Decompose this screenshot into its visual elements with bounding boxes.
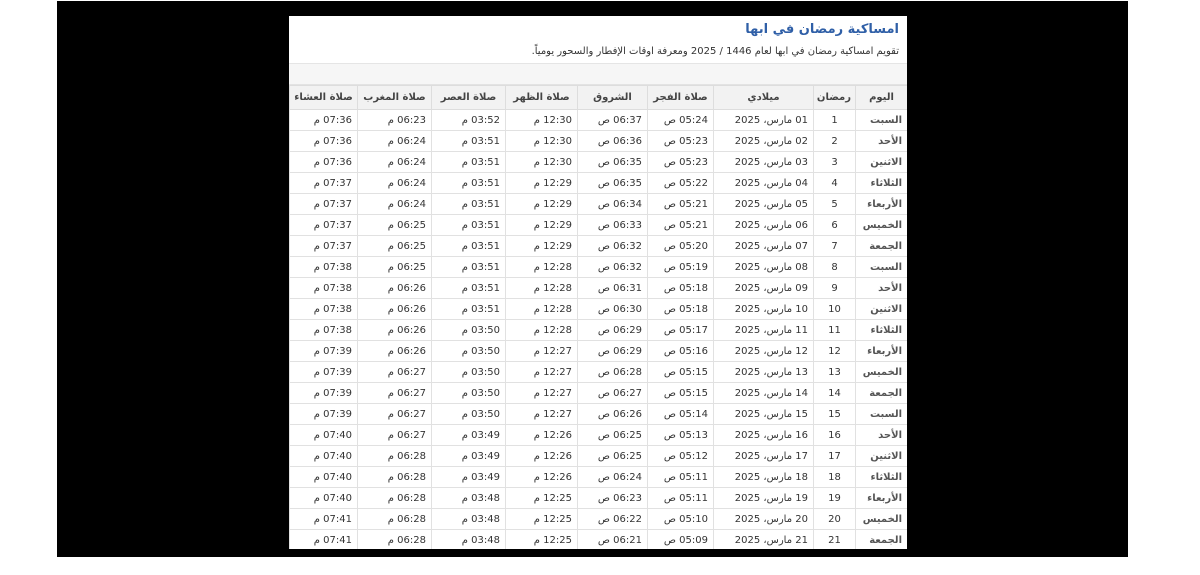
gregorian-date-cell: 10 مارس، 2025 (714, 299, 814, 320)
asr-time-cell: 03:48 م (432, 509, 506, 530)
column-header-day: اليوم (856, 86, 908, 110)
sunrise-time-cell: 06:32 ص (578, 257, 648, 278)
dhuhr-time-cell: 12:25 م (506, 530, 578, 550)
asr-time-cell: 03:50 م (432, 320, 506, 341)
column-header-isha: صلاة العشاء (290, 86, 358, 110)
asr-time-cell: 03:50 م (432, 404, 506, 425)
maghrib-time-cell: 06:27 م (358, 425, 432, 446)
day-cell: الأحد (856, 425, 908, 446)
gregorian-date-cell: 15 مارس، 2025 (714, 404, 814, 425)
column-header-gregorian: ميلادي (714, 86, 814, 110)
table-row (290, 404, 908, 425)
asr-time-cell: 03:51 م (432, 278, 506, 299)
ramadan-day-cell: 7 (814, 236, 856, 257)
sunrise-time-cell: 06:30 ص (578, 299, 648, 320)
ramadan-day-cell: 14 (814, 383, 856, 404)
column-header-maghrib: صلاة المغرب (358, 86, 432, 110)
asr-time-cell: 03:48 م (432, 488, 506, 509)
gregorian-date-cell: 12 مارس، 2025 (714, 341, 814, 362)
day-cell: الثلاثاء (856, 173, 908, 194)
asr-time-cell: 03:50 م (432, 362, 506, 383)
asr-time-cell: 03:51 م (432, 173, 506, 194)
day-cell: الجمعة (856, 530, 908, 550)
isha-time-cell: 07:40 م (290, 467, 358, 488)
content-panel (289, 16, 907, 549)
asr-time-cell: 03:50 م (432, 383, 506, 404)
dhuhr-time-cell: 12:29 م (506, 194, 578, 215)
maghrib-time-cell: 06:25 م (358, 215, 432, 236)
gregorian-date-cell: 04 مارس، 2025 (714, 173, 814, 194)
isha-time-cell: 07:39 م (290, 341, 358, 362)
ramadan-day-cell: 20 (814, 509, 856, 530)
fajr-time-cell: 05:22 ص (648, 173, 714, 194)
gregorian-date-cell: 05 مارس، 2025 (714, 194, 814, 215)
day-cell: الاثنين (856, 152, 908, 173)
column-header-sunrise: الشروق (578, 86, 648, 110)
ramadan-day-cell: 5 (814, 194, 856, 215)
maghrib-time-cell: 06:25 م (358, 236, 432, 257)
day-cell: الأربعاء (856, 341, 908, 362)
isha-time-cell: 07:39 م (290, 383, 358, 404)
fajr-time-cell: 05:20 ص (648, 236, 714, 257)
table-row (290, 299, 908, 320)
day-cell: الاثنين (856, 446, 908, 467)
isha-time-cell: 07:40 م (290, 446, 358, 467)
isha-time-cell: 07:37 م (290, 194, 358, 215)
asr-time-cell: 03:51 م (432, 257, 506, 278)
dhuhr-time-cell: 12:25 م (506, 488, 578, 509)
gregorian-date-cell: 13 مارس، 2025 (714, 362, 814, 383)
dhuhr-time-cell: 12:30 م (506, 152, 578, 173)
maghrib-time-cell: 06:26 م (358, 299, 432, 320)
dhuhr-time-cell: 12:28 م (506, 299, 578, 320)
ramadan-day-cell: 6 (814, 215, 856, 236)
table-row (290, 257, 908, 278)
fajr-time-cell: 05:16 ص (648, 341, 714, 362)
table-row (290, 425, 908, 446)
isha-time-cell: 07:36 م (290, 152, 358, 173)
ramadan-day-cell: 17 (814, 446, 856, 467)
table-row (290, 173, 908, 194)
day-cell: الخميس (856, 362, 908, 383)
sunrise-time-cell: 06:35 ص (578, 173, 648, 194)
table-row (290, 131, 908, 152)
dhuhr-time-cell: 12:27 م (506, 404, 578, 425)
table-row (290, 530, 908, 550)
ramadan-day-cell: 2 (814, 131, 856, 152)
dhuhr-time-cell: 12:28 م (506, 320, 578, 341)
day-cell: الأحد (856, 131, 908, 152)
day-cell: السبت (856, 404, 908, 425)
table-row (290, 509, 908, 530)
maghrib-time-cell: 06:28 م (358, 467, 432, 488)
asr-time-cell: 03:48 م (432, 530, 506, 550)
ramadan-day-cell: 15 (814, 404, 856, 425)
day-cell: السبت (856, 257, 908, 278)
table-row (290, 467, 908, 488)
dhuhr-time-cell: 12:29 م (506, 215, 578, 236)
sunrise-time-cell: 06:29 ص (578, 341, 648, 362)
fajr-time-cell: 05:18 ص (648, 299, 714, 320)
column-header-ramadan: رمضان (814, 86, 856, 110)
maghrib-time-cell: 06:24 م (358, 152, 432, 173)
table-row (290, 194, 908, 215)
asr-time-cell: 03:51 م (432, 152, 506, 173)
ramadan-day-cell: 10 (814, 299, 856, 320)
ramadan-day-cell: 13 (814, 362, 856, 383)
fajr-time-cell: 05:11 ص (648, 467, 714, 488)
day-cell: الثلاثاء (856, 320, 908, 341)
fajr-time-cell: 05:21 ص (648, 194, 714, 215)
ramadan-day-cell: 12 (814, 341, 856, 362)
maghrib-time-cell: 06:24 م (358, 131, 432, 152)
gregorian-date-cell: 19 مارس، 2025 (714, 488, 814, 509)
isha-time-cell: 07:37 م (290, 215, 358, 236)
day-cell: الثلاثاء (856, 467, 908, 488)
sunrise-time-cell: 06:36 ص (578, 131, 648, 152)
dhuhr-time-cell: 12:26 م (506, 467, 578, 488)
dhuhr-time-cell: 12:27 م (506, 362, 578, 383)
maghrib-time-cell: 06:28 م (358, 446, 432, 467)
day-cell: الأحد (856, 278, 908, 299)
maghrib-time-cell: 06:24 م (358, 194, 432, 215)
page-header (289, 16, 907, 64)
sunrise-time-cell: 06:32 ص (578, 236, 648, 257)
gregorian-date-cell: 03 مارس، 2025 (714, 152, 814, 173)
fajr-time-cell: 05:23 ص (648, 152, 714, 173)
isha-time-cell: 07:37 م (290, 236, 358, 257)
isha-time-cell: 07:39 م (290, 404, 358, 425)
sunrise-time-cell: 06:22 ص (578, 509, 648, 530)
gregorian-date-cell: 14 مارس، 2025 (714, 383, 814, 404)
ad-spacer (289, 64, 907, 85)
fajr-time-cell: 05:10 ص (648, 509, 714, 530)
ramadan-day-cell: 3 (814, 152, 856, 173)
dhuhr-time-cell: 12:30 م (506, 110, 578, 131)
day-cell: الخميس (856, 215, 908, 236)
sunrise-time-cell: 06:27 ص (578, 383, 648, 404)
ramadan-day-cell: 9 (814, 278, 856, 299)
gregorian-date-cell: 17 مارس، 2025 (714, 446, 814, 467)
ramadan-day-cell: 11 (814, 320, 856, 341)
maghrib-time-cell: 06:25 م (358, 257, 432, 278)
dhuhr-time-cell: 12:28 م (506, 257, 578, 278)
page-title: امساكية رمضان في ابها (745, 22, 899, 37)
fajr-time-cell: 05:13 ص (648, 425, 714, 446)
table-row (290, 362, 908, 383)
dhuhr-time-cell: 12:27 م (506, 383, 578, 404)
column-header-dhuhr: صلاة الظهر (506, 86, 578, 110)
ramadan-day-cell: 1 (814, 110, 856, 131)
ramadan-day-cell: 19 (814, 488, 856, 509)
asr-time-cell: 03:50 م (432, 341, 506, 362)
asr-time-cell: 03:51 م (432, 236, 506, 257)
gregorian-date-cell: 02 مارس، 2025 (714, 131, 814, 152)
screen-frame (57, 1, 1128, 557)
asr-time-cell: 03:51 م (432, 194, 506, 215)
fajr-time-cell: 05:19 ص (648, 257, 714, 278)
table-row (290, 383, 908, 404)
gregorian-date-cell: 06 مارس، 2025 (714, 215, 814, 236)
fajr-time-cell: 05:11 ص (648, 488, 714, 509)
maghrib-time-cell: 06:27 م (358, 404, 432, 425)
column-header-fajr: صلاة الفجر (648, 86, 714, 110)
table-row (290, 110, 908, 131)
maghrib-time-cell: 06:28 م (358, 530, 432, 550)
maghrib-time-cell: 06:23 م (358, 110, 432, 131)
fajr-time-cell: 05:15 ص (648, 362, 714, 383)
gregorian-date-cell: 08 مارس، 2025 (714, 257, 814, 278)
page-description: تقويم امساكية رمضان في ابها لعام 1446 / 2025 ومعرفة اوقات الإفطار والسحور يومياً. (531, 46, 899, 57)
table-row (290, 320, 908, 341)
table-header-row (290, 86, 908, 110)
sunrise-time-cell: 06:29 ص (578, 320, 648, 341)
asr-time-cell: 03:51 م (432, 299, 506, 320)
fajr-time-cell: 05:21 ص (648, 215, 714, 236)
dhuhr-time-cell: 12:27 م (506, 341, 578, 362)
maghrib-time-cell: 06:26 م (358, 320, 432, 341)
ramadan-day-cell: 18 (814, 467, 856, 488)
table-row (290, 341, 908, 362)
day-cell: الاثنين (856, 299, 908, 320)
column-header-asr: صلاة العصر (432, 86, 506, 110)
sunrise-time-cell: 06:37 ص (578, 110, 648, 131)
dhuhr-time-cell: 12:30 م (506, 131, 578, 152)
sunrise-time-cell: 06:24 ص (578, 467, 648, 488)
gregorian-date-cell: 21 مارس، 2025 (714, 530, 814, 550)
ramadan-day-cell: 8 (814, 257, 856, 278)
asr-time-cell: 03:49 م (432, 446, 506, 467)
gregorian-date-cell: 11 مارس، 2025 (714, 320, 814, 341)
fajr-time-cell: 05:14 ص (648, 404, 714, 425)
gregorian-date-cell: 16 مارس، 2025 (714, 425, 814, 446)
fajr-time-cell: 05:18 ص (648, 278, 714, 299)
gregorian-date-cell: 01 مارس، 2025 (714, 110, 814, 131)
fajr-time-cell: 05:09 ص (648, 530, 714, 550)
table-row (290, 446, 908, 467)
maghrib-time-cell: 06:26 م (358, 341, 432, 362)
dhuhr-time-cell: 12:25 م (506, 509, 578, 530)
maghrib-time-cell: 06:26 م (358, 278, 432, 299)
asr-time-cell: 03:52 م (432, 110, 506, 131)
day-cell: الأربعاء (856, 194, 908, 215)
gregorian-date-cell: 18 مارس، 2025 (714, 467, 814, 488)
table-row (290, 488, 908, 509)
isha-time-cell: 07:38 م (290, 278, 358, 299)
dhuhr-time-cell: 12:26 م (506, 425, 578, 446)
asr-time-cell: 03:49 م (432, 467, 506, 488)
isha-time-cell: 07:38 م (290, 257, 358, 278)
gregorian-date-cell: 09 مارس، 2025 (714, 278, 814, 299)
fajr-time-cell: 05:12 ص (648, 446, 714, 467)
sunrise-time-cell: 06:33 ص (578, 215, 648, 236)
dhuhr-time-cell: 12:29 م (506, 173, 578, 194)
day-cell: الجمعة (856, 236, 908, 257)
isha-time-cell: 07:38 م (290, 299, 358, 320)
maghrib-time-cell: 06:24 م (358, 173, 432, 194)
day-cell: السبت (856, 110, 908, 131)
fajr-time-cell: 05:24 ص (648, 110, 714, 131)
sunrise-time-cell: 06:23 ص (578, 488, 648, 509)
fajr-time-cell: 05:23 ص (648, 131, 714, 152)
ramadan-day-cell: 21 (814, 530, 856, 550)
isha-time-cell: 07:36 م (290, 131, 358, 152)
maghrib-time-cell: 06:28 م (358, 488, 432, 509)
fajr-time-cell: 05:15 ص (648, 383, 714, 404)
gregorian-date-cell: 20 مارس، 2025 (714, 509, 814, 530)
asr-time-cell: 03:49 م (432, 425, 506, 446)
maghrib-time-cell: 06:27 م (358, 383, 432, 404)
sunrise-time-cell: 06:28 ص (578, 362, 648, 383)
dhuhr-time-cell: 12:26 م (506, 446, 578, 467)
dhuhr-time-cell: 12:28 م (506, 278, 578, 299)
isha-time-cell: 07:39 م (290, 362, 358, 383)
day-cell: الجمعة (856, 383, 908, 404)
table-row (290, 152, 908, 173)
ramadan-day-cell: 16 (814, 425, 856, 446)
gregorian-date-cell: 07 مارس، 2025 (714, 236, 814, 257)
sunrise-time-cell: 06:25 ص (578, 446, 648, 467)
sunrise-time-cell: 06:34 ص (578, 194, 648, 215)
isha-time-cell: 07:38 م (290, 320, 358, 341)
isha-time-cell: 07:37 م (290, 173, 358, 194)
day-cell: الخميس (856, 509, 908, 530)
sunrise-time-cell: 06:25 ص (578, 425, 648, 446)
isha-time-cell: 07:40 م (290, 488, 358, 509)
table-row (290, 278, 908, 299)
isha-time-cell: 07:36 م (290, 110, 358, 131)
sunrise-time-cell: 06:21 ص (578, 530, 648, 550)
asr-time-cell: 03:51 م (432, 131, 506, 152)
maghrib-time-cell: 06:27 م (358, 362, 432, 383)
fajr-time-cell: 05:17 ص (648, 320, 714, 341)
sunrise-time-cell: 06:31 ص (578, 278, 648, 299)
isha-time-cell: 07:40 م (290, 425, 358, 446)
prayer-times-table (289, 85, 907, 549)
sunrise-time-cell: 06:35 ص (578, 152, 648, 173)
table-row (290, 236, 908, 257)
day-cell: الأربعاء (856, 488, 908, 509)
dhuhr-time-cell: 12:29 م (506, 236, 578, 257)
table-row (290, 215, 908, 236)
ramadan-day-cell: 4 (814, 173, 856, 194)
isha-time-cell: 07:41 م (290, 509, 358, 530)
isha-time-cell: 07:41 م (290, 530, 358, 550)
table-body (290, 110, 908, 550)
sunrise-time-cell: 06:26 ص (578, 404, 648, 425)
asr-time-cell: 03:51 م (432, 215, 506, 236)
maghrib-time-cell: 06:28 م (358, 509, 432, 530)
